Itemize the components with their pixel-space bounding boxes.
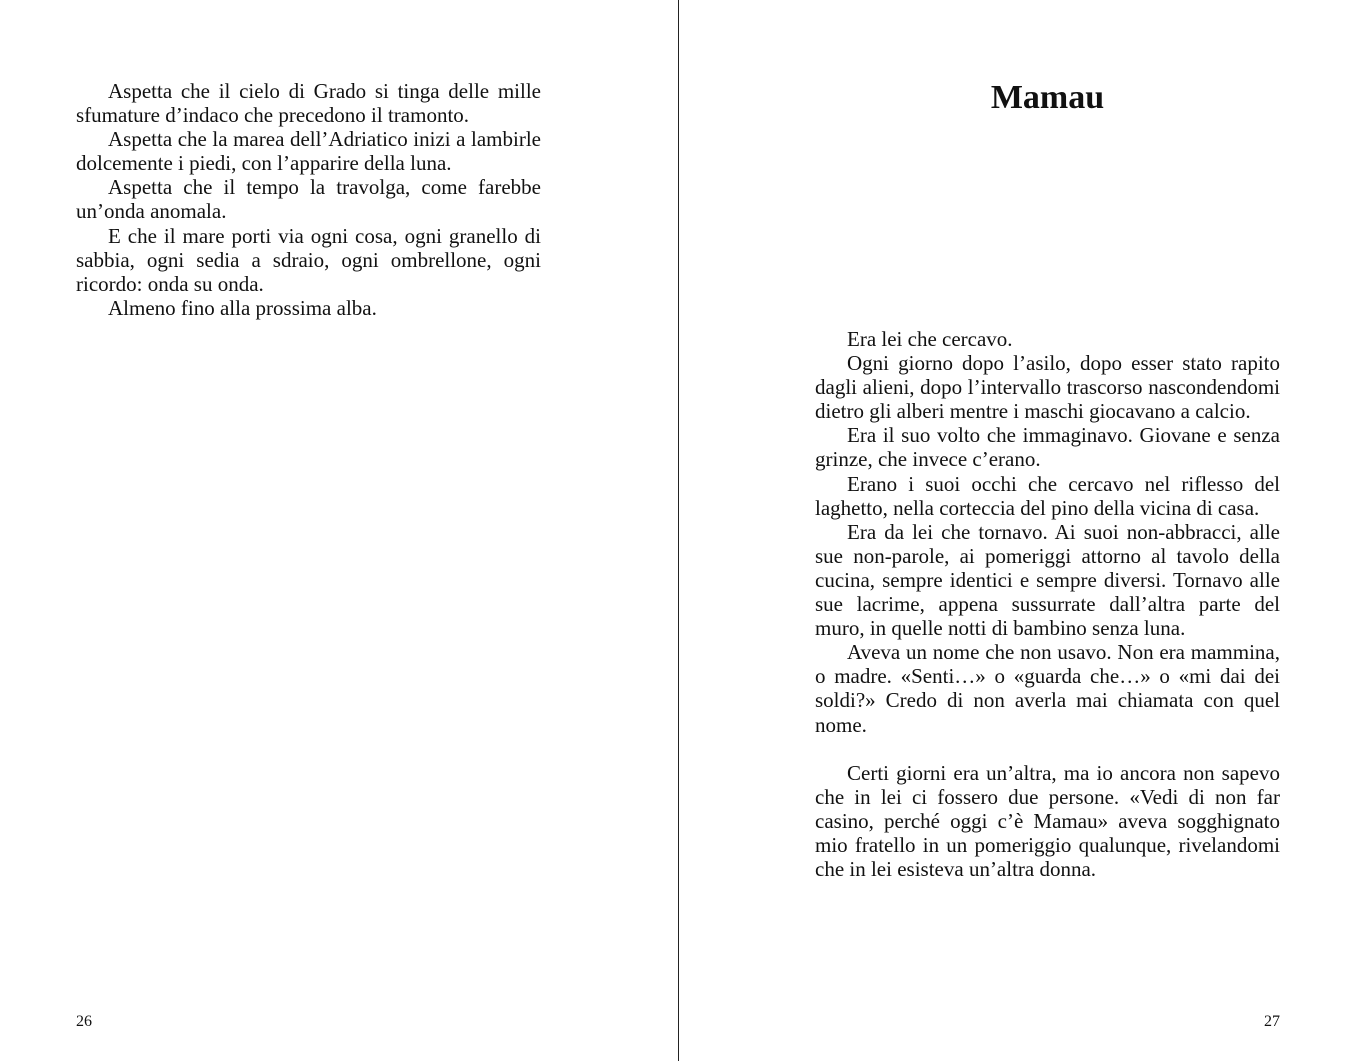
right-page	[679, 0, 1358, 1061]
paragraph: Aspetta che il tempo la travolga, come farebbe un’onda anomala.	[76, 175, 541, 224]
page-number-left: 26	[76, 1013, 92, 1030]
paragraph: Aspetta che il cielo di Grado si tinga delle mille sfumature d’indaco che precedono il tramonto.	[76, 79, 541, 128]
paragraph: Era lei che cercavo.	[847, 327, 1013, 351]
paragraph: Almeno fino alla prossima alba.	[108, 295, 377, 320]
paragraph: E che il mare porti via ogni cosa, ogni granello di sabbia, ogni sedia a sdraio, ogni ombrellone, ogni ricordo: onda su onda.	[76, 223, 541, 296]
paragraph: Erano i suoi occhi che cercavo nel riflesso del laghetto, nella corteccia del pino della vicina di casa.	[815, 471, 1280, 520]
chapter-title: Mamau	[990, 79, 1105, 116]
paragraph: Aveva un nome che non usavo. Non era mammina, o madre. «Senti…» o «guarda che…» o «mi dai dei soldi?» Credo di non averla mai chiamata con quel nome.	[815, 640, 1280, 737]
paragraph: Era da lei che tornavo. Ai suoi non-abbracci, alle sue non-parole, ai pomeriggi attorno al tavolo della cucina, sempre identici e sempre diversi. Tornavo alle sue lacrime, appena sussurrate dall’altra parte del muro, in quelle notti di bambino senza luna.	[815, 519, 1280, 641]
paragraph: Era il suo volto che immaginavo. Giovane e senza grinze, che invece c’erano.	[815, 423, 1280, 472]
right-page-body	[815, 327, 1280, 881]
page-number-right: 27	[1264, 1013, 1280, 1030]
paragraph: Certi giorni era un’altra, ma io ancora non sapevo che in lei ci fossero due persone. «Vedi di non far casino, perché oggi c’è Mamau» aveva sogghignato mio fratello in un pomeriggio qualunque, rivelandomi che in lei esisteva un’altra donna.	[815, 760, 1280, 882]
left-page-body	[76, 79, 541, 320]
paragraph: Aspetta che la marea dell’Adriatico inizi a lambirle dolcemente i piedi, con l’apparire della luna.	[76, 127, 541, 176]
left-page	[0, 0, 678, 1061]
paragraph: Ogni giorno dopo l’asilo, dopo esser stato rapito dagli alieni, dopo l’intervallo trascorso nascondendomi dietro gli alberi mentre i maschi giocavano a calcio.	[815, 351, 1280, 424]
